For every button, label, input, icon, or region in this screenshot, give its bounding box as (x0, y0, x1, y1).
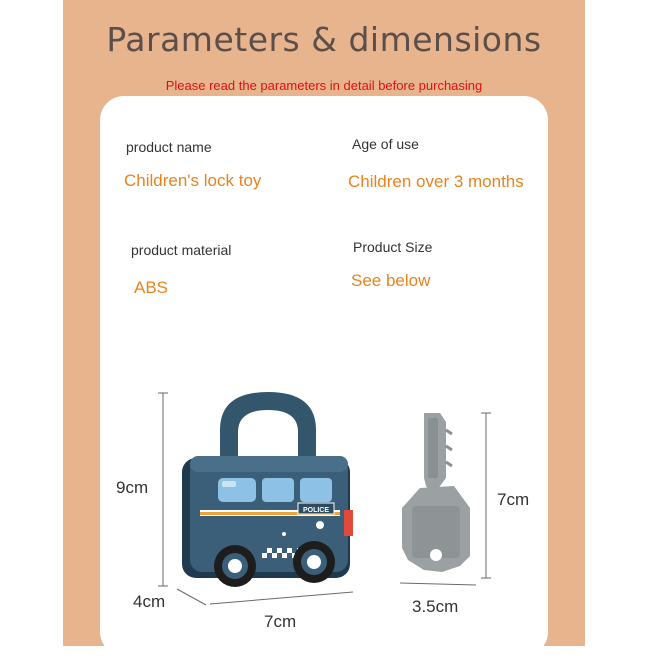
product-name-value: Children's lock toy (124, 171, 262, 190)
age-of-use-value: Children over 3 months (348, 172, 524, 191)
police-bus-lock (182, 456, 360, 587)
age-of-use-label: Age of use (352, 136, 419, 152)
product-size-label: Product Size (353, 239, 433, 255)
key-width-label: 3.5cm (412, 597, 459, 616)
side-tag-label: TAKARA (354, 513, 360, 533)
lock-depth-line (177, 589, 206, 605)
product-material-value: ABS (134, 278, 169, 297)
product-size-value: See below (351, 271, 431, 290)
lock-width-label: 7cm (264, 612, 297, 631)
key-width-line (400, 583, 476, 585)
page-title: Parameters & dimensions (106, 20, 542, 59)
purchase-notice: Please read the parameters in detail before purchasing (165, 78, 483, 93)
product-name-label: product name (126, 139, 212, 155)
product-material-label: product material (131, 242, 232, 258)
lock-height-label: 9cm (116, 478, 149, 497)
key-height-label: 7cm (497, 490, 530, 509)
lock-width-line (210, 592, 353, 604)
police-label: POLICE (302, 507, 330, 514)
key (402, 413, 470, 572)
lock-depth-label: 4cm (133, 592, 166, 611)
